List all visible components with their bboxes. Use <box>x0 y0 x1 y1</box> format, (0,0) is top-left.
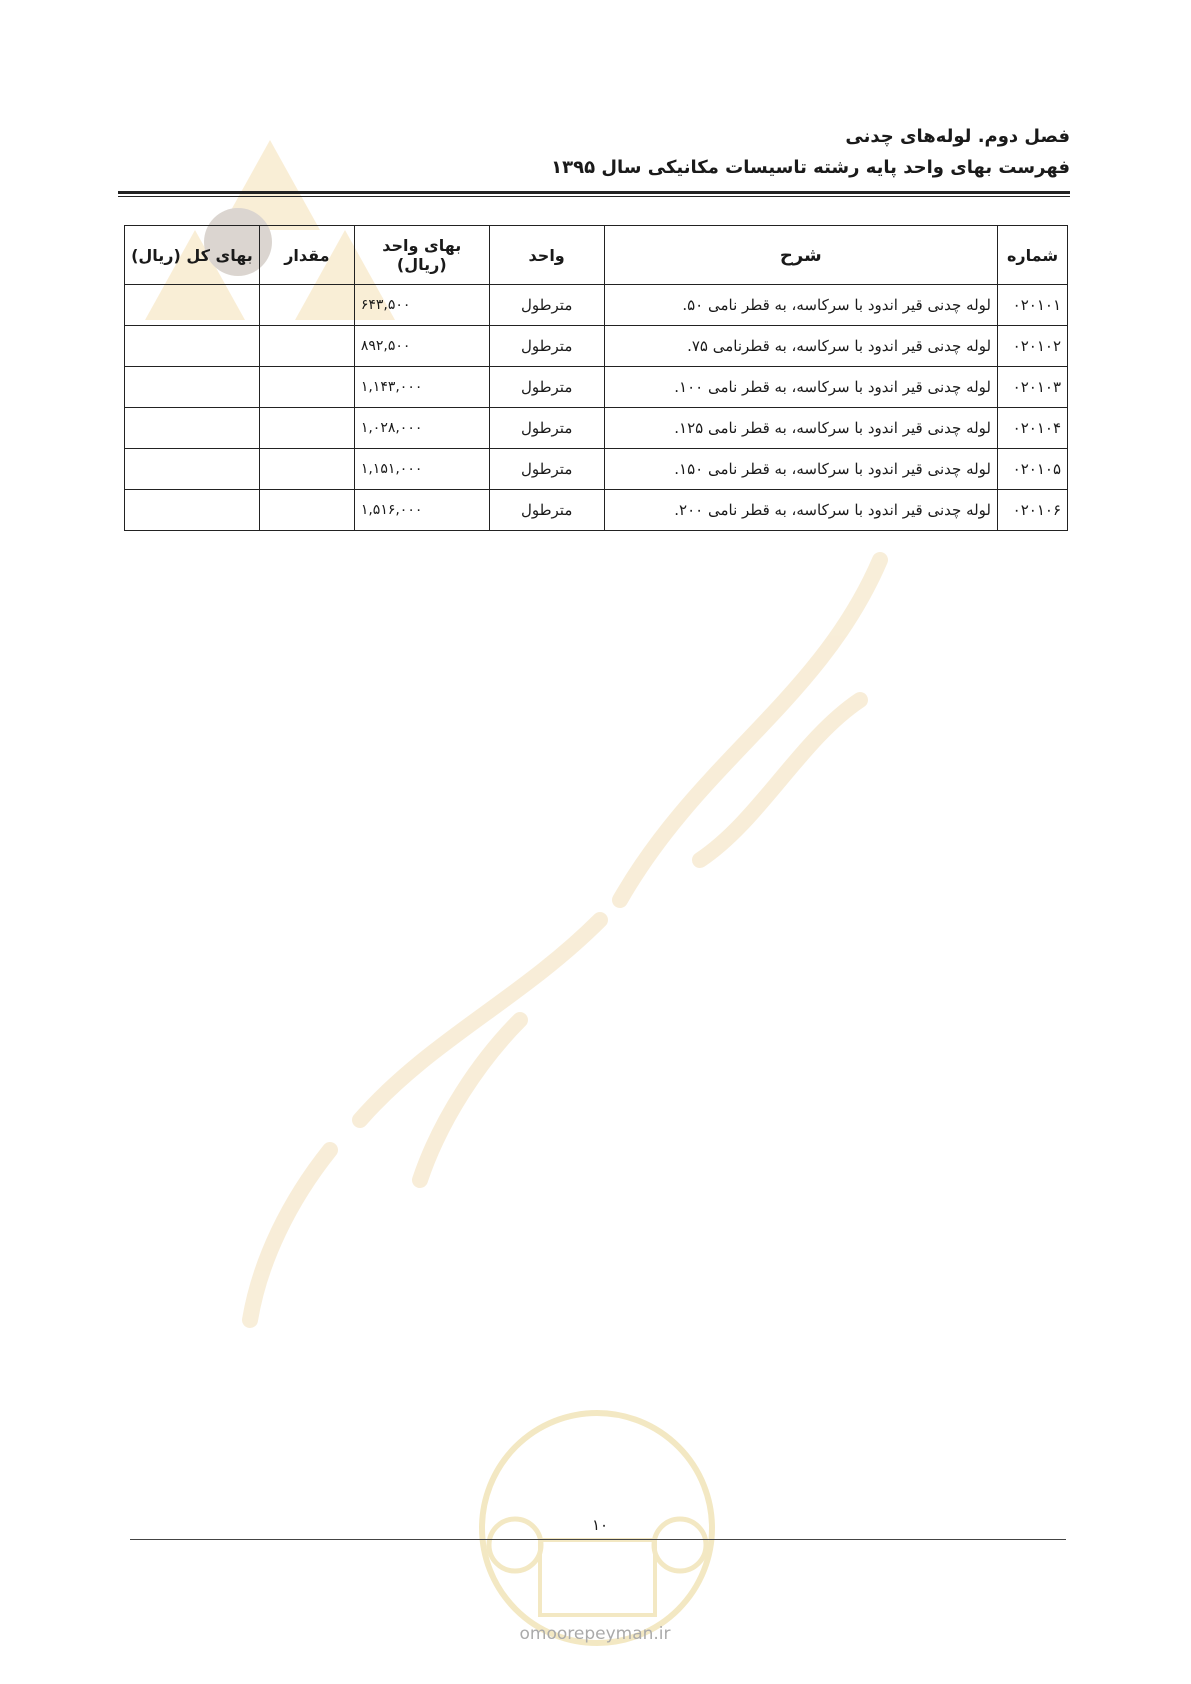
header-rule-thin <box>118 196 1070 197</box>
header-unit: واحد <box>489 226 604 285</box>
item-unit: مترطول <box>489 408 604 449</box>
item-total-price <box>125 367 260 408</box>
header-unit-price: بهای واحد (ریال) <box>354 226 489 285</box>
item-description: لوله چدنی قیر اندود با سرکاسه، به قطر نامی ۱۲۵. <box>604 408 997 449</box>
page-header <box>118 124 1070 182</box>
header-total-price: بهای کل (ریال) <box>125 226 260 285</box>
script-text-watermark <box>250 560 880 1320</box>
chapter-title: فصل دوم. لوله‌های چدنی <box>845 126 1070 147</box>
item-unit-price: ۸۹۲,۵۰۰ <box>354 326 489 367</box>
item-quantity <box>259 449 354 490</box>
item-quantity <box>259 367 354 408</box>
item-unit-price: ۱,۱۵۱,۰۰۰ <box>354 449 489 490</box>
item-description: لوله چدنی قیر اندود با سرکاسه، به قطر نامی ۲۰۰. <box>604 490 997 531</box>
item-quantity <box>259 490 354 531</box>
item-description: لوله چدنی قیر اندود با سرکاسه، به قطر نامی ۵۰. <box>604 285 997 326</box>
item-unit: مترطول <box>489 449 604 490</box>
item-unit-price: ۱,۰۲۸,۰۰۰ <box>354 408 489 449</box>
item-unit-price: ۱,۵۱۶,۰۰۰ <box>354 490 489 531</box>
item-total-price <box>125 449 260 490</box>
header-description: شرح <box>604 226 997 285</box>
header-code: شماره <box>998 226 1068 285</box>
document-subtitle: فهرست بهای واحد پایه رشته تاسیسات مکانیکی سال ۱۳۹۵ <box>551 157 1070 178</box>
item-quantity <box>259 285 354 326</box>
item-unit: مترطول <box>489 367 604 408</box>
website-watermark: omoorepeyman.ir <box>519 1624 671 1644</box>
item-code: ۰۲۰۱۰۱ <box>998 285 1068 326</box>
item-description: لوله چدنی قیر اندود با سرکاسه، به قطر نامی ۱۵۰. <box>604 449 997 490</box>
item-total-price <box>125 285 260 326</box>
table-row <box>125 367 1068 408</box>
item-code: ۰۲۰۱۰۴ <box>998 408 1068 449</box>
item-description: لوله چدنی قیر اندود با سرکاسه، به قطرنامی ۷۵. <box>604 326 997 367</box>
item-code: ۰۲۰۱۰۲ <box>998 326 1068 367</box>
header-quantity: مقدار <box>259 226 354 285</box>
item-unit-price: ۶۴۳,۵۰۰ <box>354 285 489 326</box>
item-unit: مترطول <box>489 490 604 531</box>
item-unit-price: ۱,۱۴۳,۰۰۰ <box>354 367 489 408</box>
price-table <box>124 225 1068 531</box>
table-row <box>125 408 1068 449</box>
item-description: لوله چدنی قیر اندود با سرکاسه، به قطر نامی ۱۰۰. <box>604 367 997 408</box>
table-row <box>125 490 1068 531</box>
item-code: ۰۲۰۱۰۶ <box>998 490 1068 531</box>
item-quantity <box>259 408 354 449</box>
page-number: ۱۰ <box>591 1516 609 1534</box>
table-header-row <box>125 226 1068 285</box>
item-unit: مترطول <box>489 326 604 367</box>
table-row <box>125 326 1068 367</box>
table-row <box>125 285 1068 326</box>
item-unit: مترطول <box>489 285 604 326</box>
item-code: ۰۲۰۱۰۵ <box>998 449 1068 490</box>
item-total-price <box>125 408 260 449</box>
item-quantity <box>259 326 354 367</box>
table-row <box>125 449 1068 490</box>
item-code: ۰۲۰۱۰۳ <box>998 367 1068 408</box>
footer-rule <box>130 1539 1066 1540</box>
item-total-price <box>125 326 260 367</box>
item-total-price <box>125 490 260 531</box>
header-rule-thick <box>118 191 1070 194</box>
